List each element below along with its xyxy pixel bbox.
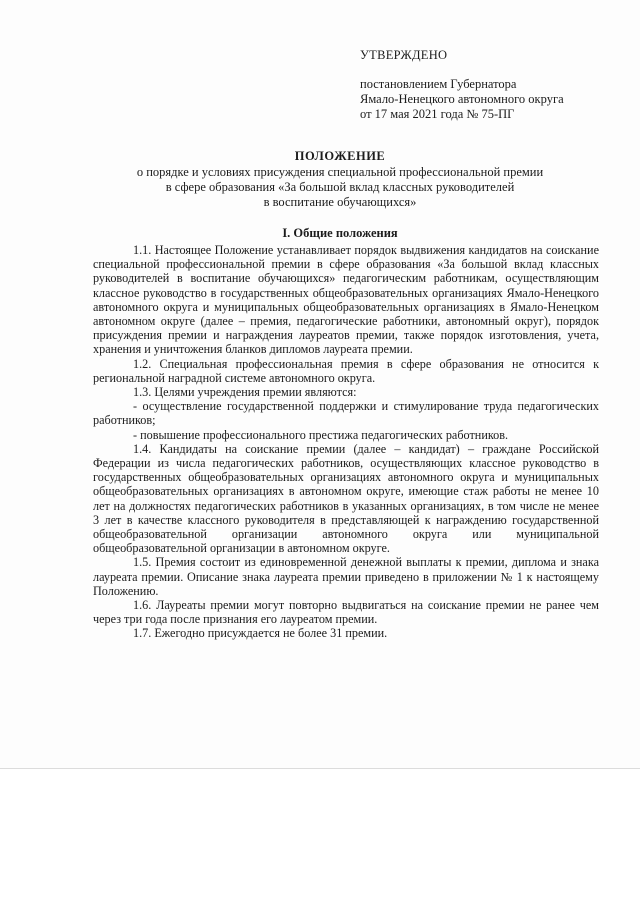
approval-block [360, 48, 564, 122]
paragraph-1-6: 1.6. Лауреаты премии могут повторно выдвигаться на соискание премии не ранее чем через три года после признания его лауреатом премии. [93, 598, 599, 627]
approval-line: Ямало-Ненецкого автономного округа [360, 92, 564, 106]
title-heading: ПОЛОЖЕНИЕ [294, 149, 386, 163]
paragraph-1-1: 1.1. Настоящее Положение устанавливает порядок выдвижения кандидатов на соискание специальной профессиональной премии в сфере образования «За большой вклад классных руководителей в воспитание обучающихся» педагогическим работникам, осуществляющим классное руководство в государственных общеобразовательных организациях Ямало-Ненецкого автономного округа и муниципальных общеобразовательных организациях в Ямало-Ненецком автономном округе (далее – премия, педагогические работники, автономный округ), порядок присуждения премии и награждения лауреатов премии, также порядок изготовления, учета, хранения и уничтожения бланков дипломов лауреата премии. [93, 243, 599, 357]
approval-stamp: УТВЕРЖДЕНО [360, 48, 448, 62]
paragraph-1-7: 1.7. Ежегодно присуждается не более 31 премии. [133, 626, 388, 641]
approval-line: от 17 мая 2021 года № 75-ПГ [360, 107, 515, 121]
paragraph-1-2: 1.2. Специальная профессиональная премия в сфере образования не относится к региональной наградной системе автономного округа. [93, 356, 599, 385]
title-line: о порядке и условиях присуждения специальной профессиональной премии [136, 165, 544, 179]
approval-line: постановлением Губернатора [360, 77, 517, 91]
paragraph-goal-1: - осуществление государственной поддержки и стимулирование труда педагогических работников; [93, 399, 599, 428]
paragraph-1-5: 1.5. Премия состоит из единовременной денежной выплаты к премии, диплома и знака лауреата премии. Описание знака лауреата премии приведено в приложении № 1 к настоящему Положению. [93, 555, 599, 598]
document-body [93, 243, 599, 641]
document-title [70, 149, 610, 210]
paragraph-goal-2: - повышение профессионального престижа педагогических работников. [133, 427, 509, 442]
title-line: в сфере образования «За большой вклад классных руководителей [165, 180, 515, 194]
paragraph-1-4: 1.4. Кандидаты на соискание премии (далее – кандидат) – граждане Российской Федерации из числа педагогических работников, осуществляющих классное руководство в государственных общеобразовательных организациях автономного округа и муниципальных общеобразовательных организациях в автономном округе, имеющие стаж работы не менее 10 лет на должностях педагогических работников в указанных организациях, в том числе не менее 3 лет в качестве классного руководителя в представляющей к награждению государственной общеобразовательной организации автономного округа или муниципальной общеобразовательной организации в автономном округе. [93, 441, 599, 556]
paragraph-1-3: 1.3. Целями учреждения премии являются: [133, 385, 357, 400]
title-line: в воспитание обучающихся» [263, 195, 417, 209]
section-heading: I. Общие положения [282, 226, 398, 240]
